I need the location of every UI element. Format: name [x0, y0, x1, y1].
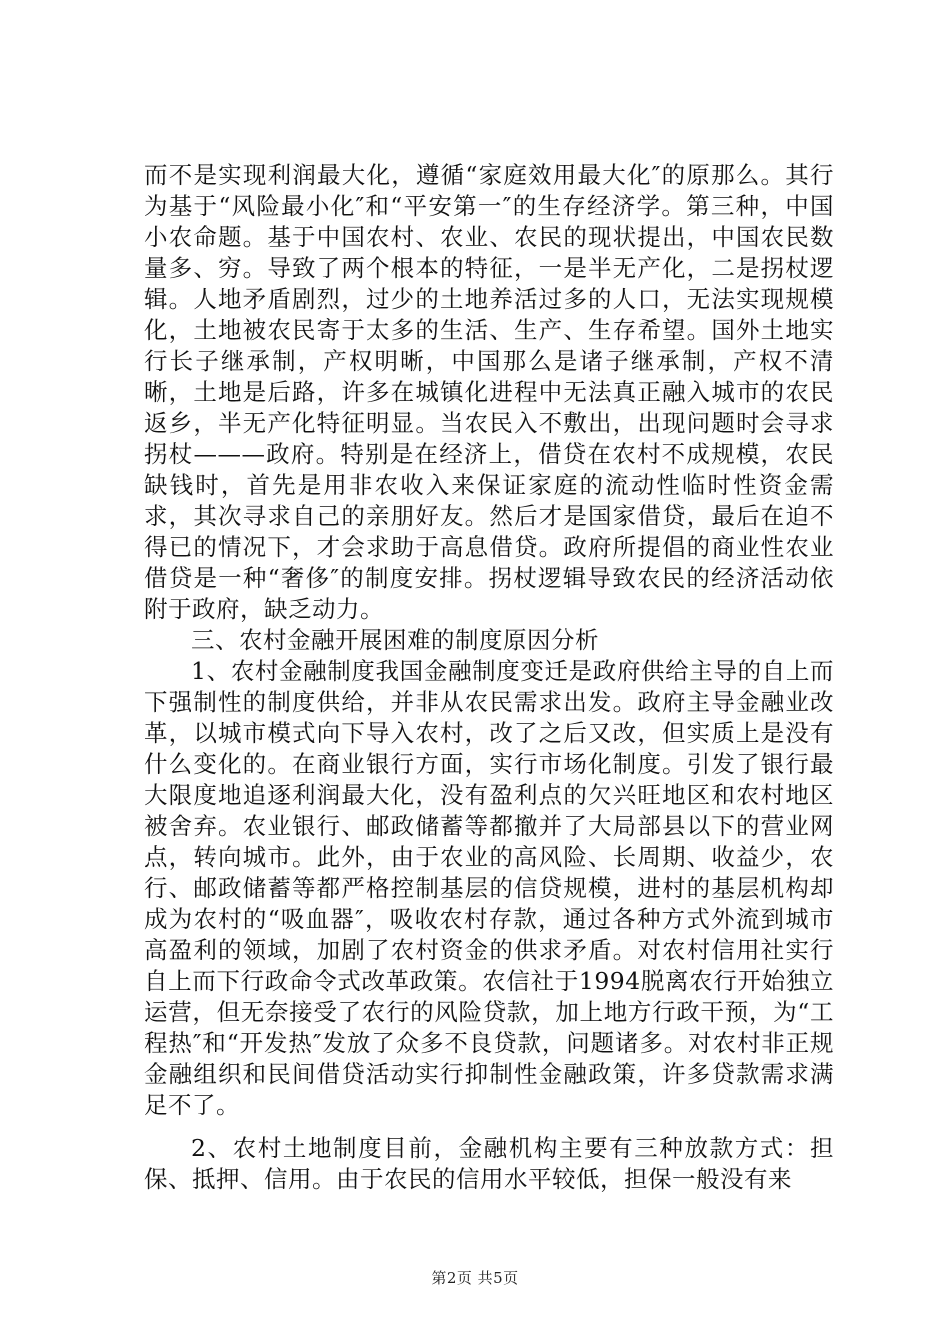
page-footer: 第2页 共5页: [431, 1269, 519, 1287]
section-heading: 三、农村金融开展困难的制度原因分析: [191, 626, 599, 654]
document-body: [144, 160, 834, 1195]
paragraph-land-system: 2、农村土地制度目前，金融机构主要有三种放款方式：担保、抵押、信用。由于农民的信用水平较低，担保一般没有来: [144, 1134, 834, 1193]
paragraph-continued: 而不是实现利润最大化，遵循“家庭效用最大化″的原那么。其行为基于“风险最小化″和“平安第一″的生存经济学。第三种，中国小农命题。基于中国农村、农业、农民的现状提出，中国农民数量多、穷。导致了两个根本的特征，一是半无产化，二是拐杖逻辑。人地矛盾剧烈，过少的土地养活过多的人口，无法实现规模化，土地被农民寄于太多的生活、生产、生存希望。国外土地实行长子继承制，产权明晰，中国那么是诸子继承制，产权不清晰，土地是后路，许多在城镇化进程中无法真正融入城市的农民返乡，半无产化特征明显。当农民入不敷出，出现问题时会寻求拐杖———政府。特别是在经济上，借贷在农村不成规模，农民缺钱时，首先是用非农收入来保证家庭的流动性临时性资金需求，其次寻求自己的亲朋好友。然后才是国家借贷，最后在迫不得已的情况下，才会求助于高息借贷。政府所提倡的商业性农业借贷是一种“奢侈″的制度安排。拐杖逻辑导致农民的经济活动依附于政府，缺乏动力。: [144, 161, 834, 623]
paragraph-financial-system: 1、农村金融制度我国金融制度变迁是政府供给主导的自上而下强制性的制度供给，并非从农民需求出发。政府主导金融业改革，以城市模式向下导入农村，改了之后又改，但实质上是没有什么变化的。在商业银行方面，实行市场化制度。引发了银行最大限度地追逐利润最大化，没有盈利点的欠兴旺地区和农村地区被舍弃。农业银行、邮政储蓄等都撤并了大局部县以下的营业网点，转向城市。此外，由于农业的高风险、长周期、收益少，农行、邮政储蓄等都严格控制基层的信贷规模，进村的基层机构却成为农村的“吸血器″，吸收农村存款，通过各种方式外流到城市高盈利的领域，加剧了农村资金的供求矛盾。对农村信用社实行自上而下行政命令式改革政策。农信社于1994脱离农行开始独立运营，但无奈接受了农行的风险贷款，加上地方行政干预，为“工程热″和“开发热″发放了众多不良贷款，问题诸多。对农村非正规金融组织和民间借贷活动实行抑制性金融政策，许多贷款需求满足不了。: [144, 657, 834, 1119]
